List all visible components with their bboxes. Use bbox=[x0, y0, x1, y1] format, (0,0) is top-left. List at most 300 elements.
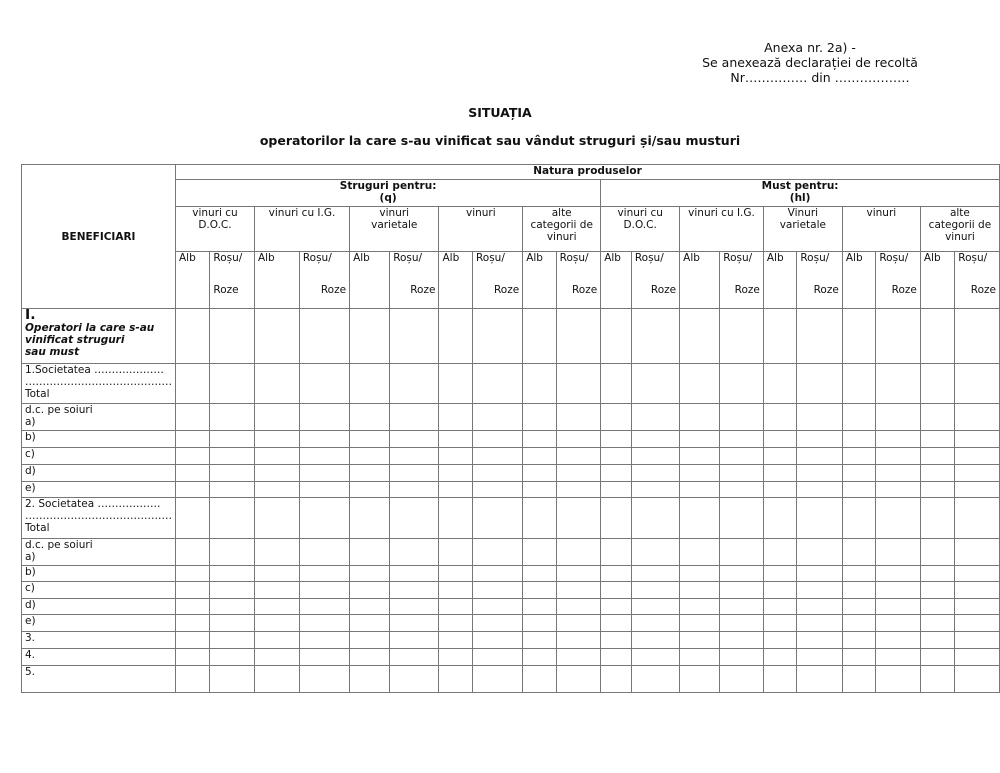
data-cell[interactable] bbox=[390, 498, 439, 539]
data-cell[interactable] bbox=[955, 431, 1000, 448]
data-cell[interactable] bbox=[472, 649, 522, 666]
data-cell[interactable] bbox=[720, 615, 764, 632]
data-cell[interactable] bbox=[797, 465, 842, 482]
data-cell[interactable] bbox=[876, 615, 921, 632]
data-cell[interactable] bbox=[523, 539, 556, 566]
data-cell[interactable] bbox=[210, 448, 255, 465]
data-cell[interactable] bbox=[797, 309, 842, 364]
data-cell[interactable] bbox=[350, 615, 390, 632]
data-cell[interactable] bbox=[601, 649, 632, 666]
data-cell[interactable] bbox=[439, 615, 472, 632]
data-cell[interactable] bbox=[299, 566, 349, 582]
data-cell[interactable] bbox=[842, 615, 875, 632]
data-cell[interactable] bbox=[523, 649, 556, 666]
data-cell[interactable] bbox=[720, 482, 764, 498]
data-cell[interactable] bbox=[920, 448, 954, 465]
data-cell[interactable] bbox=[680, 482, 720, 498]
data-cell[interactable] bbox=[920, 539, 954, 566]
data-cell[interactable] bbox=[523, 615, 556, 632]
data-cell[interactable] bbox=[390, 309, 439, 364]
data-cell[interactable] bbox=[350, 482, 390, 498]
data-cell[interactable] bbox=[210, 666, 255, 693]
data-cell[interactable] bbox=[299, 404, 349, 431]
data-cell[interactable] bbox=[680, 632, 720, 649]
data-cell[interactable] bbox=[955, 364, 1000, 404]
data-cell[interactable] bbox=[176, 582, 210, 599]
data-cell[interactable] bbox=[472, 582, 522, 599]
data-cell[interactable] bbox=[680, 309, 720, 364]
data-cell[interactable] bbox=[631, 309, 679, 364]
data-cell[interactable] bbox=[680, 615, 720, 632]
data-cell[interactable] bbox=[176, 404, 210, 431]
data-cell[interactable] bbox=[955, 309, 1000, 364]
data-cell[interactable] bbox=[210, 431, 255, 448]
data-cell[interactable] bbox=[210, 632, 255, 649]
data-cell[interactable] bbox=[720, 448, 764, 465]
data-cell[interactable] bbox=[876, 599, 921, 615]
data-cell[interactable] bbox=[472, 498, 522, 539]
data-cell[interactable] bbox=[876, 566, 921, 582]
data-cell[interactable] bbox=[254, 566, 299, 582]
data-cell[interactable] bbox=[842, 649, 875, 666]
data-cell[interactable] bbox=[631, 632, 679, 649]
data-cell[interactable] bbox=[601, 309, 632, 364]
data-cell[interactable] bbox=[601, 364, 632, 404]
data-cell[interactable] bbox=[680, 539, 720, 566]
data-cell[interactable] bbox=[955, 632, 1000, 649]
data-cell[interactable] bbox=[680, 666, 720, 693]
data-cell[interactable] bbox=[299, 632, 349, 649]
data-cell[interactable] bbox=[523, 498, 556, 539]
data-cell[interactable] bbox=[176, 465, 210, 482]
data-cell[interactable] bbox=[254, 448, 299, 465]
data-cell[interactable] bbox=[210, 465, 255, 482]
data-cell[interactable] bbox=[680, 431, 720, 448]
data-cell[interactable] bbox=[680, 566, 720, 582]
data-cell[interactable] bbox=[601, 448, 632, 465]
data-cell[interactable] bbox=[523, 448, 556, 465]
data-cell[interactable] bbox=[390, 465, 439, 482]
data-cell[interactable] bbox=[763, 632, 796, 649]
data-cell[interactable] bbox=[523, 364, 556, 404]
data-cell[interactable] bbox=[601, 482, 632, 498]
data-cell[interactable] bbox=[955, 465, 1000, 482]
data-cell[interactable] bbox=[350, 404, 390, 431]
data-cell[interactable] bbox=[680, 465, 720, 482]
data-cell[interactable] bbox=[631, 404, 679, 431]
data-cell[interactable] bbox=[631, 364, 679, 404]
data-cell[interactable] bbox=[210, 539, 255, 566]
data-cell[interactable] bbox=[631, 482, 679, 498]
data-cell[interactable] bbox=[299, 309, 349, 364]
data-cell[interactable] bbox=[390, 364, 439, 404]
data-cell[interactable] bbox=[556, 309, 601, 364]
data-cell[interactable] bbox=[920, 566, 954, 582]
data-cell[interactable] bbox=[556, 431, 601, 448]
data-cell[interactable] bbox=[955, 498, 1000, 539]
data-cell[interactable] bbox=[797, 615, 842, 632]
data-cell[interactable] bbox=[390, 632, 439, 649]
data-cell[interactable] bbox=[763, 566, 796, 582]
data-cell[interactable] bbox=[390, 666, 439, 693]
data-cell[interactable] bbox=[254, 632, 299, 649]
data-cell[interactable] bbox=[176, 482, 210, 498]
data-cell[interactable] bbox=[876, 309, 921, 364]
data-cell[interactable] bbox=[210, 482, 255, 498]
data-cell[interactable] bbox=[556, 615, 601, 632]
data-cell[interactable] bbox=[176, 666, 210, 693]
data-cell[interactable] bbox=[680, 448, 720, 465]
data-cell[interactable] bbox=[176, 448, 210, 465]
data-cell[interactable] bbox=[210, 649, 255, 666]
data-cell[interactable] bbox=[797, 566, 842, 582]
data-cell[interactable] bbox=[176, 431, 210, 448]
data-cell[interactable] bbox=[720, 566, 764, 582]
data-cell[interactable] bbox=[955, 666, 1000, 693]
data-cell[interactable] bbox=[350, 309, 390, 364]
data-cell[interactable] bbox=[176, 498, 210, 539]
data-cell[interactable] bbox=[254, 364, 299, 404]
data-cell[interactable] bbox=[176, 539, 210, 566]
data-cell[interactable] bbox=[920, 465, 954, 482]
data-cell[interactable] bbox=[350, 448, 390, 465]
data-cell[interactable] bbox=[439, 649, 472, 666]
data-cell[interactable] bbox=[556, 482, 601, 498]
data-cell[interactable] bbox=[797, 448, 842, 465]
data-cell[interactable] bbox=[472, 448, 522, 465]
data-cell[interactable] bbox=[631, 649, 679, 666]
data-cell[interactable] bbox=[763, 448, 796, 465]
data-cell[interactable] bbox=[797, 364, 842, 404]
data-cell[interactable] bbox=[350, 566, 390, 582]
data-cell[interactable] bbox=[720, 498, 764, 539]
data-cell[interactable] bbox=[523, 404, 556, 431]
data-cell[interactable] bbox=[763, 498, 796, 539]
data-cell[interactable] bbox=[299, 615, 349, 632]
data-cell[interactable] bbox=[350, 539, 390, 566]
data-cell[interactable] bbox=[680, 582, 720, 599]
data-cell[interactable] bbox=[763, 666, 796, 693]
data-cell[interactable] bbox=[601, 666, 632, 693]
data-cell[interactable] bbox=[523, 582, 556, 599]
data-cell[interactable] bbox=[556, 465, 601, 482]
data-cell[interactable] bbox=[254, 649, 299, 666]
data-cell[interactable] bbox=[763, 615, 796, 632]
data-cell[interactable] bbox=[439, 482, 472, 498]
data-cell[interactable] bbox=[350, 465, 390, 482]
data-cell[interactable] bbox=[955, 566, 1000, 582]
data-cell[interactable] bbox=[556, 364, 601, 404]
data-cell[interactable] bbox=[680, 599, 720, 615]
data-cell[interactable] bbox=[176, 309, 210, 364]
data-cell[interactable] bbox=[439, 582, 472, 599]
data-cell[interactable] bbox=[254, 582, 299, 599]
data-cell[interactable] bbox=[210, 599, 255, 615]
data-cell[interactable] bbox=[299, 448, 349, 465]
data-cell[interactable] bbox=[842, 539, 875, 566]
data-cell[interactable] bbox=[254, 498, 299, 539]
data-cell[interactable] bbox=[601, 404, 632, 431]
data-cell[interactable] bbox=[254, 666, 299, 693]
data-cell[interactable] bbox=[876, 465, 921, 482]
data-cell[interactable] bbox=[439, 431, 472, 448]
data-cell[interactable] bbox=[254, 615, 299, 632]
data-cell[interactable] bbox=[920, 498, 954, 539]
data-cell[interactable] bbox=[842, 666, 875, 693]
data-cell[interactable] bbox=[439, 498, 472, 539]
data-cell[interactable] bbox=[439, 309, 472, 364]
data-cell[interactable] bbox=[556, 404, 601, 431]
data-cell[interactable] bbox=[556, 582, 601, 599]
data-cell[interactable] bbox=[350, 431, 390, 448]
data-cell[interactable] bbox=[472, 615, 522, 632]
data-cell[interactable] bbox=[254, 465, 299, 482]
data-cell[interactable] bbox=[920, 309, 954, 364]
data-cell[interactable] bbox=[556, 448, 601, 465]
data-cell[interactable] bbox=[556, 666, 601, 693]
data-cell[interactable] bbox=[556, 599, 601, 615]
data-cell[interactable] bbox=[472, 404, 522, 431]
data-cell[interactable] bbox=[763, 404, 796, 431]
data-cell[interactable] bbox=[720, 632, 764, 649]
data-cell[interactable] bbox=[720, 539, 764, 566]
data-cell[interactable] bbox=[390, 649, 439, 666]
data-cell[interactable] bbox=[631, 566, 679, 582]
data-cell[interactable] bbox=[720, 599, 764, 615]
data-cell[interactable] bbox=[254, 404, 299, 431]
data-cell[interactable] bbox=[631, 599, 679, 615]
data-cell[interactable] bbox=[842, 431, 875, 448]
data-cell[interactable] bbox=[720, 431, 764, 448]
data-cell[interactable] bbox=[210, 498, 255, 539]
data-cell[interactable] bbox=[350, 666, 390, 693]
data-cell[interactable] bbox=[797, 599, 842, 615]
data-cell[interactable] bbox=[254, 309, 299, 364]
data-cell[interactable] bbox=[955, 482, 1000, 498]
data-cell[interactable] bbox=[390, 539, 439, 566]
data-cell[interactable] bbox=[210, 309, 255, 364]
data-cell[interactable] bbox=[601, 582, 632, 599]
data-cell[interactable] bbox=[210, 566, 255, 582]
data-cell[interactable] bbox=[210, 404, 255, 431]
data-cell[interactable] bbox=[299, 539, 349, 566]
data-cell[interactable] bbox=[920, 404, 954, 431]
data-cell[interactable] bbox=[472, 309, 522, 364]
data-cell[interactable] bbox=[842, 599, 875, 615]
data-cell[interactable] bbox=[556, 566, 601, 582]
data-cell[interactable] bbox=[797, 632, 842, 649]
data-cell[interactable] bbox=[299, 465, 349, 482]
data-cell[interactable] bbox=[299, 649, 349, 666]
data-cell[interactable] bbox=[176, 615, 210, 632]
data-cell[interactable] bbox=[390, 482, 439, 498]
data-cell[interactable] bbox=[876, 482, 921, 498]
data-cell[interactable] bbox=[920, 666, 954, 693]
data-cell[interactable] bbox=[350, 364, 390, 404]
data-cell[interactable] bbox=[920, 632, 954, 649]
data-cell[interactable] bbox=[680, 649, 720, 666]
data-cell[interactable] bbox=[631, 666, 679, 693]
data-cell[interactable] bbox=[390, 448, 439, 465]
data-cell[interactable] bbox=[556, 632, 601, 649]
data-cell[interactable] bbox=[842, 448, 875, 465]
data-cell[interactable] bbox=[920, 431, 954, 448]
data-cell[interactable] bbox=[472, 599, 522, 615]
data-cell[interactable] bbox=[842, 566, 875, 582]
data-cell[interactable] bbox=[797, 582, 842, 599]
data-cell[interactable] bbox=[350, 632, 390, 649]
data-cell[interactable] bbox=[955, 448, 1000, 465]
data-cell[interactable] bbox=[920, 615, 954, 632]
data-cell[interactable] bbox=[601, 539, 632, 566]
data-cell[interactable] bbox=[797, 404, 842, 431]
data-cell[interactable] bbox=[797, 431, 842, 448]
data-cell[interactable] bbox=[350, 649, 390, 666]
data-cell[interactable] bbox=[439, 465, 472, 482]
data-cell[interactable] bbox=[176, 364, 210, 404]
data-cell[interactable] bbox=[842, 582, 875, 599]
data-cell[interactable] bbox=[390, 599, 439, 615]
data-cell[interactable] bbox=[254, 431, 299, 448]
data-cell[interactable] bbox=[299, 599, 349, 615]
data-cell[interactable] bbox=[631, 539, 679, 566]
data-cell[interactable] bbox=[472, 566, 522, 582]
data-cell[interactable] bbox=[439, 566, 472, 582]
data-cell[interactable] bbox=[842, 364, 875, 404]
data-cell[interactable] bbox=[439, 364, 472, 404]
data-cell[interactable] bbox=[350, 599, 390, 615]
data-cell[interactable] bbox=[176, 566, 210, 582]
data-cell[interactable] bbox=[876, 539, 921, 566]
data-cell[interactable] bbox=[797, 498, 842, 539]
data-cell[interactable] bbox=[763, 582, 796, 599]
data-cell[interactable] bbox=[920, 599, 954, 615]
data-cell[interactable] bbox=[876, 666, 921, 693]
data-cell[interactable] bbox=[299, 666, 349, 693]
data-cell[interactable] bbox=[523, 632, 556, 649]
data-cell[interactable] bbox=[176, 649, 210, 666]
data-cell[interactable] bbox=[763, 431, 796, 448]
data-cell[interactable] bbox=[439, 539, 472, 566]
data-cell[interactable] bbox=[797, 649, 842, 666]
data-cell[interactable] bbox=[955, 582, 1000, 599]
data-cell[interactable] bbox=[601, 599, 632, 615]
data-cell[interactable] bbox=[350, 582, 390, 599]
data-cell[interactable] bbox=[763, 309, 796, 364]
data-cell[interactable] bbox=[299, 364, 349, 404]
data-cell[interactable] bbox=[556, 498, 601, 539]
data-cell[interactable] bbox=[523, 465, 556, 482]
data-cell[interactable] bbox=[876, 632, 921, 649]
data-cell[interactable] bbox=[523, 566, 556, 582]
data-cell[interactable] bbox=[876, 364, 921, 404]
data-cell[interactable] bbox=[439, 448, 472, 465]
data-cell[interactable] bbox=[955, 615, 1000, 632]
data-cell[interactable] bbox=[390, 566, 439, 582]
data-cell[interactable] bbox=[720, 649, 764, 666]
data-cell[interactable] bbox=[439, 666, 472, 693]
data-cell[interactable] bbox=[842, 465, 875, 482]
data-cell[interactable] bbox=[680, 364, 720, 404]
data-cell[interactable] bbox=[601, 498, 632, 539]
data-cell[interactable] bbox=[299, 431, 349, 448]
data-cell[interactable] bbox=[439, 599, 472, 615]
data-cell[interactable] bbox=[631, 615, 679, 632]
data-cell[interactable] bbox=[680, 498, 720, 539]
data-cell[interactable] bbox=[920, 649, 954, 666]
data-cell[interactable] bbox=[601, 465, 632, 482]
data-cell[interactable] bbox=[472, 632, 522, 649]
data-cell[interactable] bbox=[472, 666, 522, 693]
data-cell[interactable] bbox=[955, 649, 1000, 666]
data-cell[interactable] bbox=[763, 364, 796, 404]
data-cell[interactable] bbox=[472, 539, 522, 566]
data-cell[interactable] bbox=[390, 615, 439, 632]
data-cell[interactable] bbox=[955, 539, 1000, 566]
data-cell[interactable] bbox=[556, 649, 601, 666]
data-cell[interactable] bbox=[254, 599, 299, 615]
data-cell[interactable] bbox=[763, 465, 796, 482]
data-cell[interactable] bbox=[299, 582, 349, 599]
data-cell[interactable] bbox=[955, 599, 1000, 615]
data-cell[interactable] bbox=[254, 539, 299, 566]
data-cell[interactable] bbox=[390, 582, 439, 599]
data-cell[interactable] bbox=[631, 465, 679, 482]
data-cell[interactable] bbox=[254, 482, 299, 498]
data-cell[interactable] bbox=[439, 632, 472, 649]
data-cell[interactable] bbox=[601, 615, 632, 632]
data-cell[interactable] bbox=[601, 566, 632, 582]
data-cell[interactable] bbox=[439, 404, 472, 431]
data-cell[interactable] bbox=[876, 431, 921, 448]
data-cell[interactable] bbox=[631, 498, 679, 539]
data-cell[interactable] bbox=[556, 539, 601, 566]
data-cell[interactable] bbox=[210, 364, 255, 404]
data-cell[interactable] bbox=[472, 431, 522, 448]
data-cell[interactable] bbox=[763, 482, 796, 498]
data-cell[interactable] bbox=[601, 632, 632, 649]
data-cell[interactable] bbox=[797, 539, 842, 566]
data-cell[interactable] bbox=[631, 582, 679, 599]
data-cell[interactable] bbox=[601, 431, 632, 448]
data-cell[interactable] bbox=[876, 404, 921, 431]
data-cell[interactable] bbox=[350, 498, 390, 539]
data-cell[interactable] bbox=[720, 465, 764, 482]
data-cell[interactable] bbox=[763, 599, 796, 615]
data-cell[interactable] bbox=[876, 498, 921, 539]
data-cell[interactable] bbox=[842, 482, 875, 498]
data-cell[interactable] bbox=[720, 404, 764, 431]
data-cell[interactable] bbox=[955, 404, 1000, 431]
data-cell[interactable] bbox=[299, 482, 349, 498]
data-cell[interactable] bbox=[299, 498, 349, 539]
data-cell[interactable] bbox=[763, 539, 796, 566]
data-cell[interactable] bbox=[720, 666, 764, 693]
data-cell[interactable] bbox=[680, 404, 720, 431]
data-cell[interactable] bbox=[390, 404, 439, 431]
data-cell[interactable] bbox=[842, 309, 875, 364]
data-cell[interactable] bbox=[797, 666, 842, 693]
data-cell[interactable] bbox=[720, 309, 764, 364]
data-cell[interactable] bbox=[920, 482, 954, 498]
data-cell[interactable] bbox=[842, 404, 875, 431]
data-cell[interactable] bbox=[631, 448, 679, 465]
data-cell[interactable] bbox=[920, 582, 954, 599]
data-cell[interactable] bbox=[390, 431, 439, 448]
data-cell[interactable] bbox=[842, 632, 875, 649]
data-cell[interactable] bbox=[210, 615, 255, 632]
data-cell[interactable] bbox=[176, 632, 210, 649]
